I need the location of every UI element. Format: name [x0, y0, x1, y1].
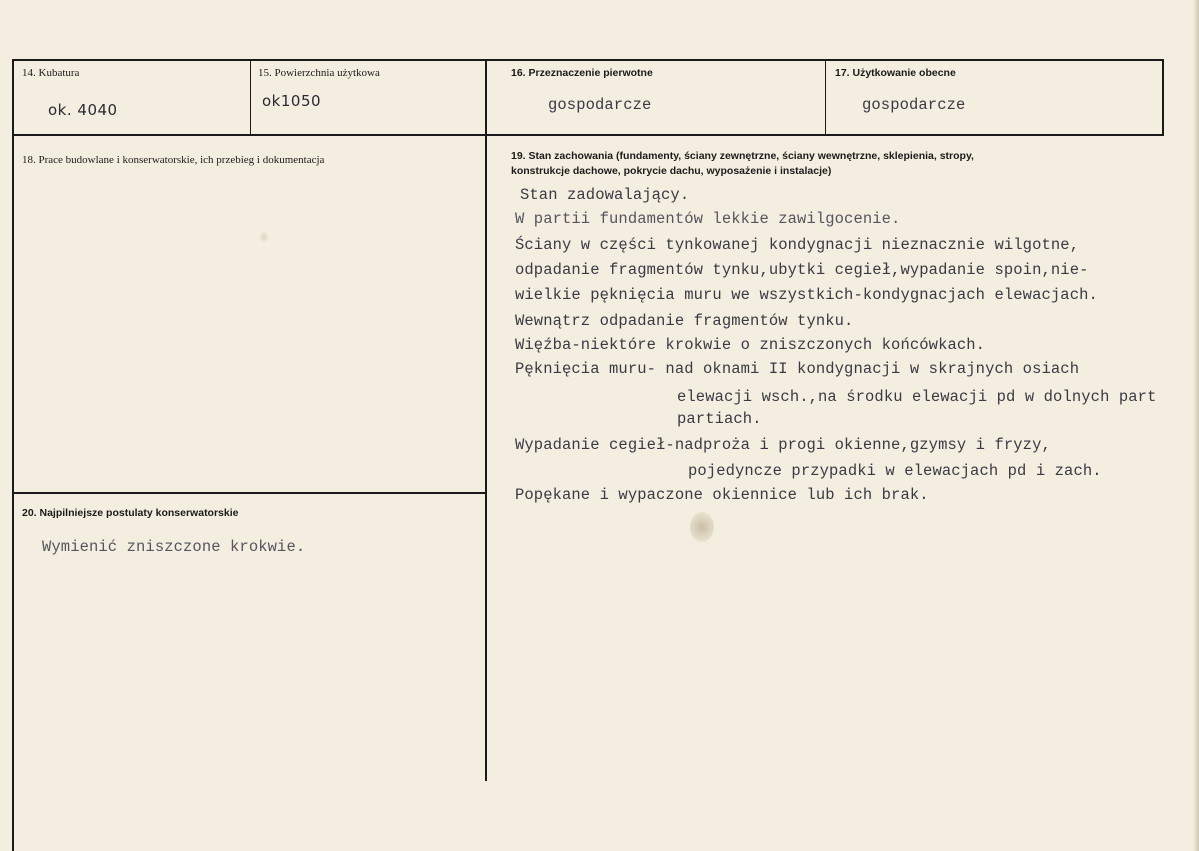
condition-line: Wypadanie cegieł-nadproża i progi okienne,gzymsy i fryzy, [515, 436, 1051, 454]
field-20-value: Wymienić zniszczone krokwie. [42, 538, 306, 556]
condition-line: Więźba-niektóre krokwie o zniszczonych końcówkach. [515, 336, 986, 354]
row1-bottom-border [12, 134, 1164, 136]
field-15-label: 15. Powierzchnia użytkowa [258, 67, 380, 79]
field-17-value: gospodarcze [862, 96, 966, 114]
condition-line: elewacji wsch.,na środku elewacji pd w dolnych part [677, 388, 1157, 406]
condition-line: W partii fundamentów lekkie zawilgocenie. [515, 210, 901, 228]
field-14-label: 14. Kubatura [22, 67, 80, 79]
field-14-value: ok. 4040 [48, 101, 118, 119]
field-19-label-line1: 19. Stan zachowania (fundamenty, ściany zewnętrzne, ściany wewnętrzne, sklepienia, stropy, [511, 150, 974, 162]
condition-line: pojedyncze przypadki w elewacjach pd i zach. [688, 462, 1102, 480]
field-17-label: 17. Użytkowanie obecne [835, 67, 956, 79]
field-15-value: ok1050 [262, 92, 322, 110]
stain [260, 232, 268, 242]
condition-line: wielkie pęknięcia muru we wszystkich-kondygnacjach elewacjach. [515, 286, 1098, 304]
condition-line: Popękane i wypaczone okiennice lub ich brak. [515, 486, 929, 504]
field-19-label-line2: konstrukcje dachowe, pokrycie dachu, wyposażenie i instalacje) [511, 165, 832, 177]
field-18-label: 18. Prace budowlane i konserwatorskie, ich przebieg i dokumentacja [22, 154, 325, 166]
left-border [12, 59, 14, 851]
card-edge-shadow [1193, 0, 1199, 851]
right-border [1162, 59, 1164, 136]
field-16-label: 16. Przeznaczenie pierwotne [511, 67, 653, 79]
condition-line: Stan zadowalający. [520, 186, 690, 204]
top-border [12, 59, 1164, 61]
row2-bottom-border [12, 492, 485, 494]
divider-14-15 [250, 59, 251, 136]
condition-line: Wewnątrz odpadanie fragmentów tynku. [515, 312, 854, 330]
stain [690, 512, 714, 542]
condition-line: Pęknięcia muru- nad oknami II kondygnacji w skrajnych osiach [515, 360, 1080, 378]
divider-16-17 [825, 59, 826, 136]
divider-15-16 [485, 59, 487, 781]
field-16-value: gospodarcze [548, 96, 652, 114]
condition-line: partiach. [677, 410, 762, 428]
condition-line: odpadanie fragmentów tynku,ubytki cegieł,wypadanie spoin,nie- [515, 261, 1089, 279]
condition-line: Ściany w części tynkowanej kondygnacji nieznacznie wilgotne, [515, 236, 1080, 254]
field-20-label: 20. Najpilniejsze postulaty konserwatorskie [22, 507, 239, 519]
